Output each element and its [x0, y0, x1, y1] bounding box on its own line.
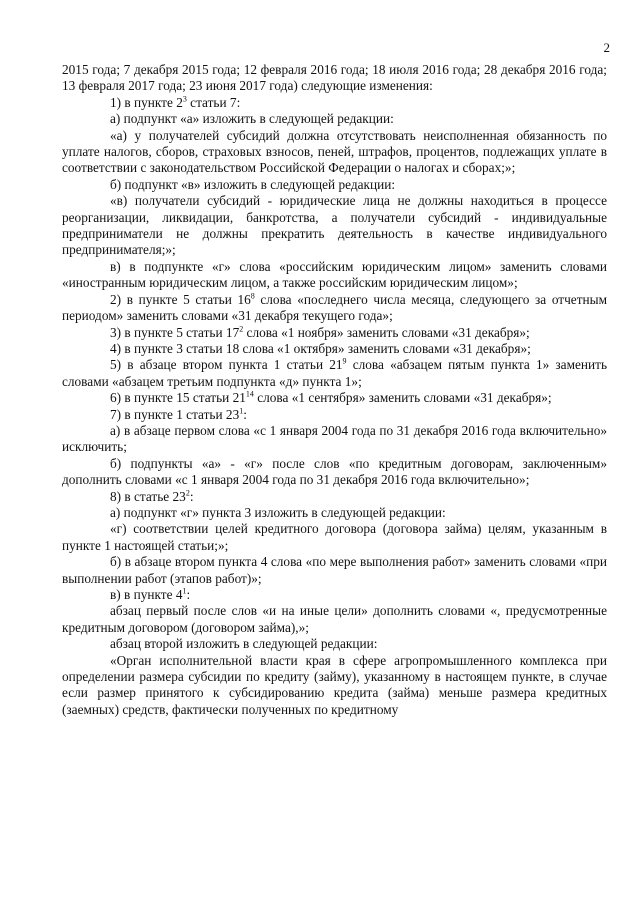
- paragraph-text: а) подпункт «а» изложить в следующей редакции:: [110, 111, 394, 127]
- paragraph-text: абзац первый после слов «и на иные цели» дополнить словами «, предусмотренные кредитным договором (договором займа),»;: [62, 603, 607, 635]
- paragraph-text-tail: слова «последнего числа месяца, следующего за отчетным периодом» заменить словами «31 декабря текущего года»;: [62, 291, 607, 324]
- paragraph: [62, 653, 607, 719]
- document-body: [62, 62, 607, 718]
- paragraph: [62, 603, 607, 636]
- paragraph: [62, 390, 607, 406]
- paragraph-text: 8) в статье 23: [110, 488, 186, 504]
- paragraph: [62, 341, 607, 357]
- paragraph: [62, 292, 607, 325]
- superscript-index: 2: [185, 488, 190, 498]
- paragraph-text-tail: слова «1 сентября» заменить словами «31 декабря»;: [253, 390, 552, 406]
- paragraph: [62, 357, 607, 390]
- paragraph: [62, 111, 607, 127]
- paragraph: [62, 259, 607, 292]
- paragraph: [62, 62, 607, 95]
- paragraph-text: а) подпункт «г» пункта 3 изложить в следующей редакции:: [110, 504, 446, 520]
- superscript-index: 3: [182, 94, 187, 104]
- superscript-index: 14: [245, 389, 254, 399]
- paragraph-text: в) в пункте 4: [110, 587, 183, 602]
- page-number: 2: [603, 40, 610, 55]
- paragraph-text: 6) в пункте 15 статьи 21: [110, 390, 246, 406]
- paragraph-text-tail: :: [243, 406, 247, 422]
- paragraph-text: б) подпункты «а» - «г» после слов «по кредитным договорам, заключенным» дополнить словами «с 1 января 2004 года по 31 декабря 2016 года включительно»;: [62, 455, 607, 488]
- paragraph-text: а) в абзаце первом слова «с 1 января 2004 года по 31 декабря 2016 года включительно» исключить;: [62, 422, 607, 455]
- paragraph-text: «Орган исполнительной власти края в сфере агропромышленного комплекса при определении размера субсидии по кредиту (займу), указанному в настоящем пункте, в случае если размер принятого к субсидированию кредита (займа) меньше размера кредитных (заемных) средств, фактически полученных по кредитному: [62, 652, 607, 717]
- paragraph-text: 1) в пункте 2: [110, 94, 183, 110]
- paragraph: [62, 95, 607, 111]
- paragraph-text: 4) в пункте 3 статьи 18 слова «1 октября» заменить словами «31 декабря»;: [110, 340, 531, 356]
- paragraph-text: б) подпункт «в» изложить в следующей редакции:: [110, 176, 396, 192]
- superscript-index: 1: [182, 586, 187, 596]
- paragraph-text: «а) у получателей субсидий должна отсутствовать неисполненная обязанность по уплате налогов, сборов, страховых взносов, пеней, штрафов, процентов, подлежащих уплате в соответствии с законодательством Российской Федерации о налогах и сборах;»;: [62, 127, 607, 176]
- paragraph: [62, 587, 607, 603]
- paragraph-text-tail: :: [189, 488, 194, 504]
- paragraph: [62, 128, 607, 177]
- paragraph-text: 3) в пункте 5 статьи 17: [110, 324, 240, 340]
- paragraph-text: «в) получатели субсидий - юридические лица не должны находиться в процессе реорганизации, ликвидации, банкротства, а получатели субсидий - индивидуальные предприниматели не должны прекратить деятельность в качестве индивидуального предпринимателя;»;: [62, 193, 607, 258]
- paragraph-text: в) в подпункте «г» слова «российским юридическим лицом» заменить словами «иностранным юридическим лицом, а также российским юридическим лицом»;: [62, 258, 607, 291]
- superscript-index: 8: [250, 291, 255, 301]
- paragraph: [62, 407, 607, 423]
- paragraph-text: б) в абзаце втором пункта 4 слова «по мере выполнения работ» заменить словами «при выполнении работ (этапов работ)»;: [62, 554, 607, 586]
- paragraph-text-tail: статьи 7:: [186, 94, 241, 110]
- superscript-index: 2: [239, 324, 244, 334]
- paragraph: [62, 489, 607, 505]
- paragraph-text: 2015 года; 7 декабря 2015 года; 12 февраля 2016 года; 18 июля 2016 года; 28 декабря 2016 года; 13 февраля 2017 года; 23 июня 2017 года) следующие изменения:: [62, 62, 607, 94]
- paragraph: [62, 193, 607, 259]
- superscript-index: 1: [239, 406, 244, 416]
- paragraph-text-tail: :: [186, 587, 191, 602]
- superscript-index: 9: [342, 356, 347, 366]
- paragraph: [62, 177, 607, 193]
- paragraph: [62, 325, 607, 341]
- paragraph: [62, 456, 607, 489]
- paragraph-text: 7) в пункте 1 статьи 23: [110, 406, 240, 422]
- paragraph-text: «г) соответствии целей кредитного договора (договора займа) целям, указанным в пункте 1 настоящей статьи;»;: [62, 521, 607, 553]
- paragraph: [62, 636, 607, 652]
- paragraph: [62, 423, 607, 456]
- paragraph: [62, 505, 607, 521]
- paragraph-text: абзац второй изложить в следующей редакции:: [110, 636, 378, 652]
- paragraph: [62, 554, 607, 587]
- paragraph-text-tail: слова «1 ноября» заменить словами «31 декабря»;: [243, 324, 530, 340]
- paragraph-text: 5) в абзаце втором пункта 1 статьи 21: [110, 357, 343, 373]
- paragraph-text: 2) в пункте 5 статьи 16: [110, 291, 251, 307]
- paragraph: [62, 521, 607, 554]
- paragraph-text-tail: слова «абзацем пятым пункта 1» заменить словами «абзацем третьим подпункта «д» пункта 1»;: [62, 357, 608, 389]
